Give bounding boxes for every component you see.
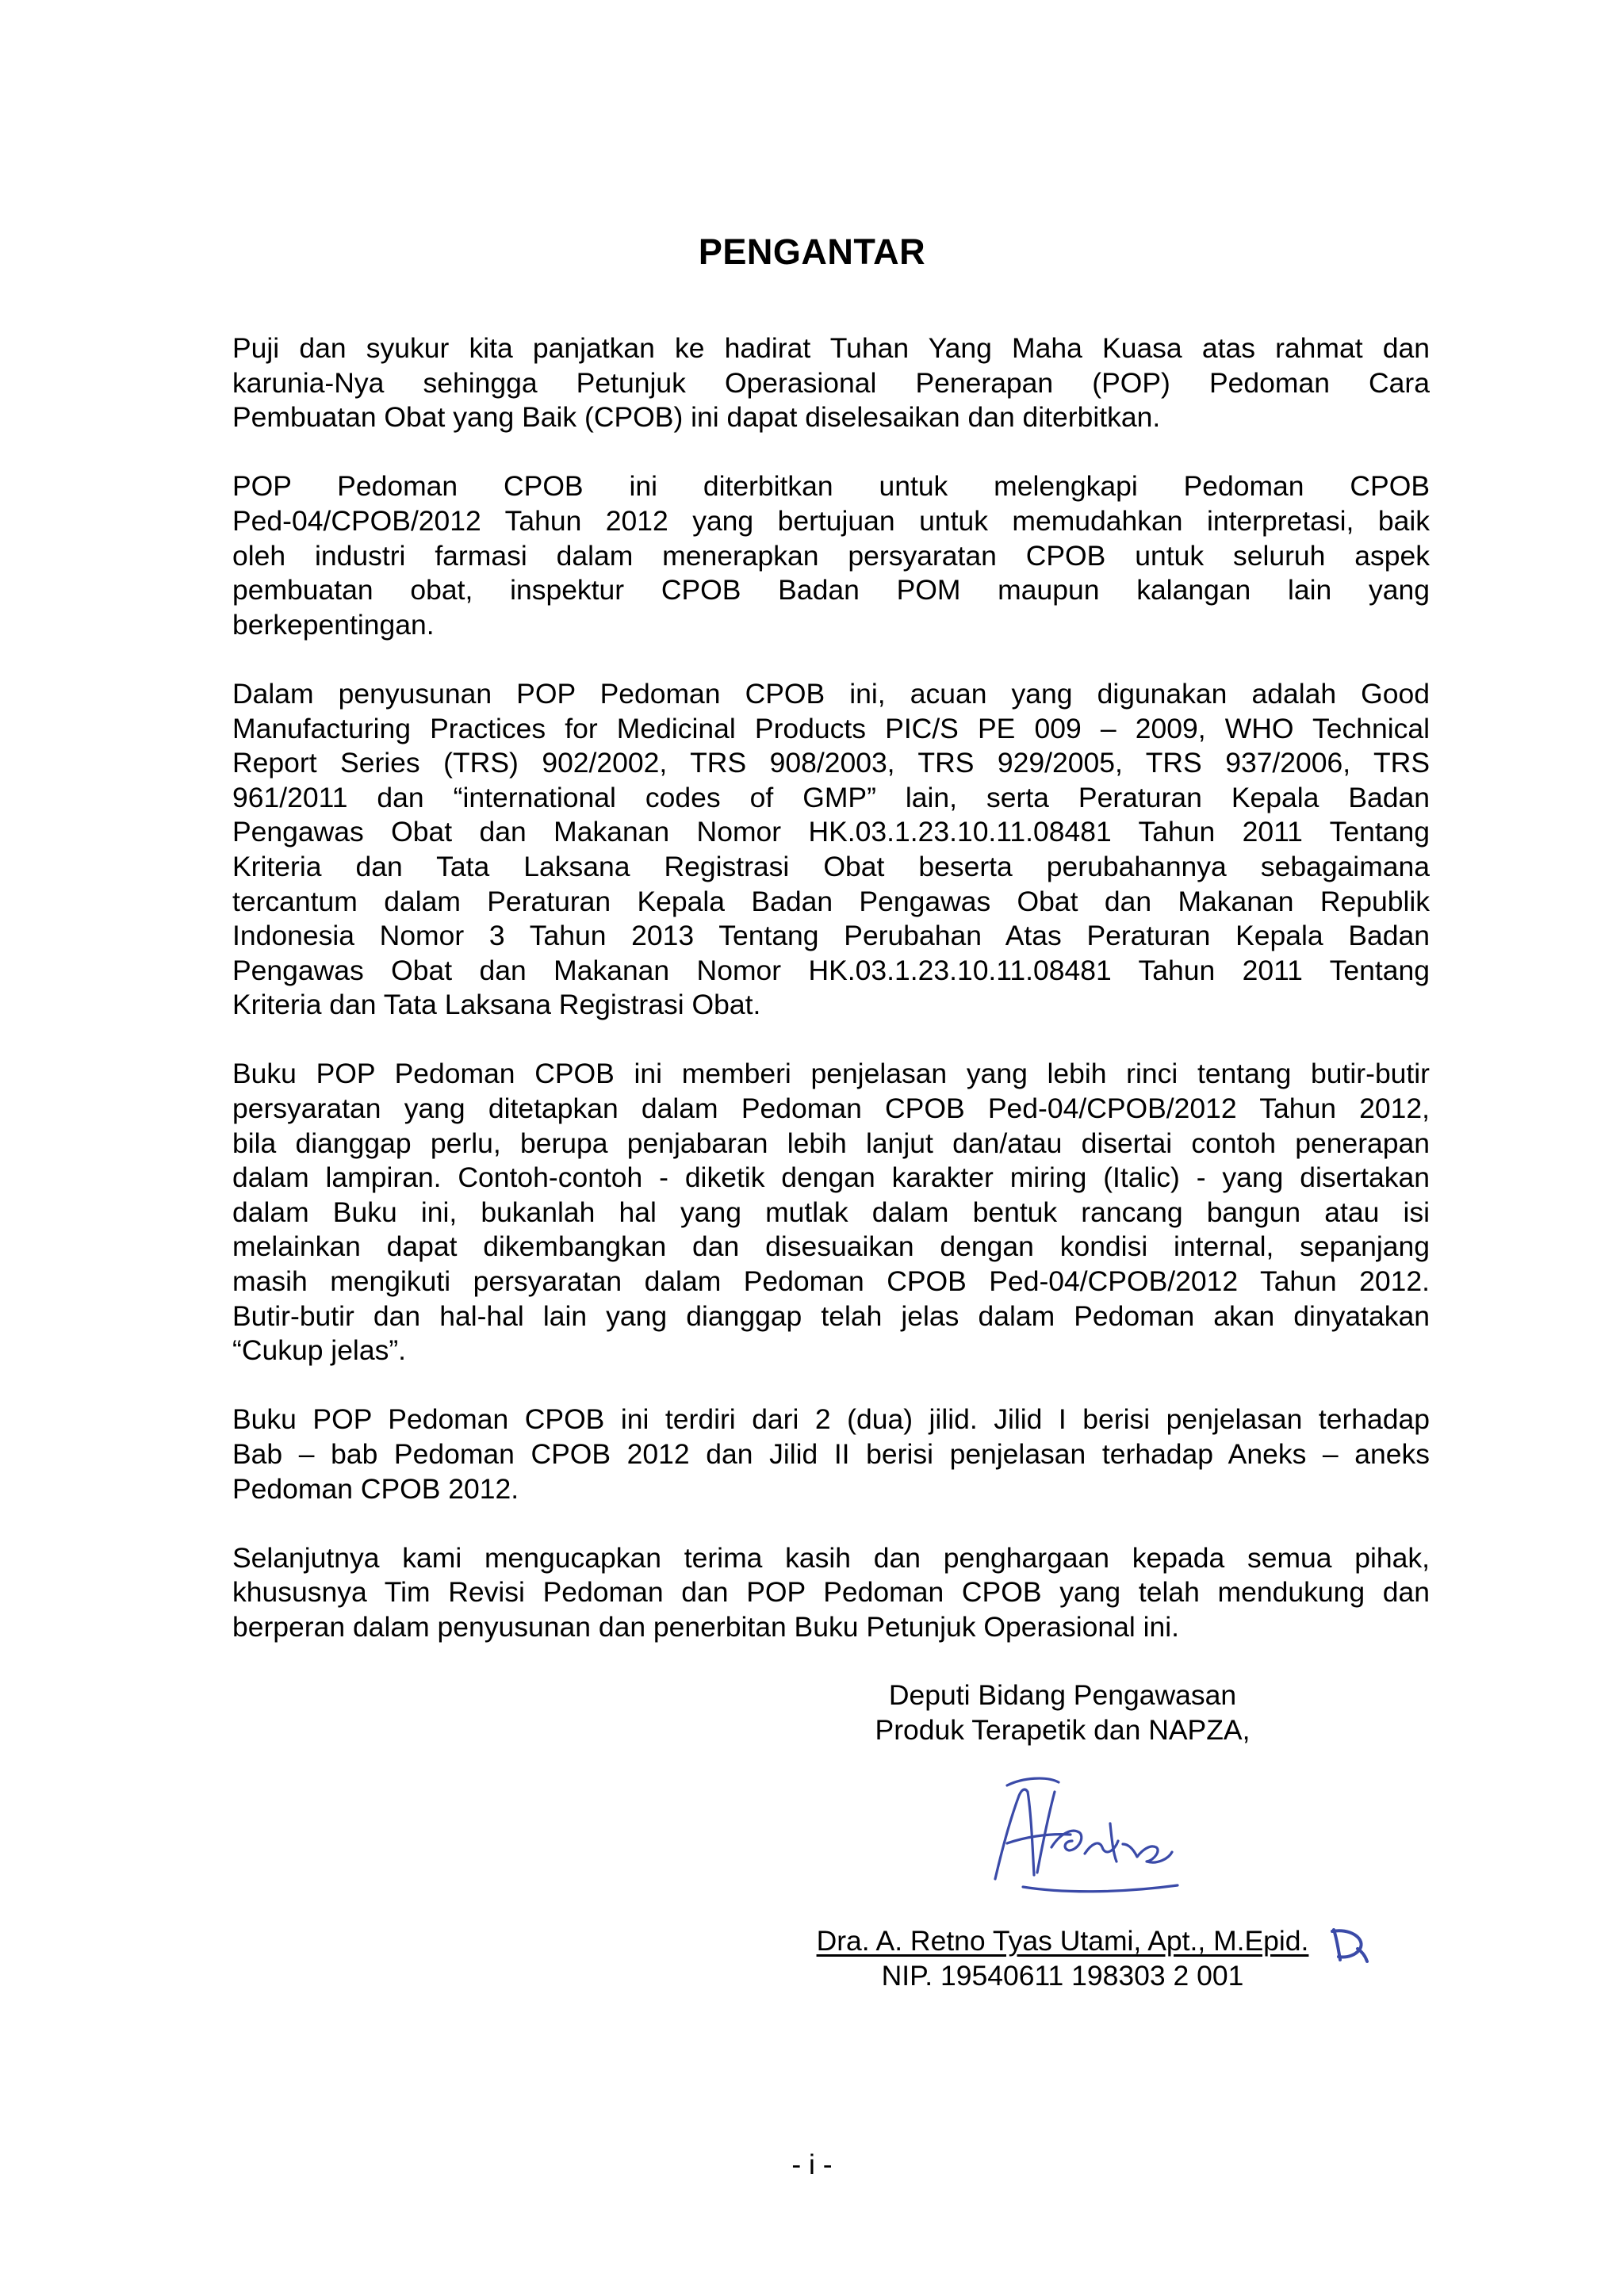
paragraph-1 — [232, 331, 1430, 435]
text-line: melainkan dapat dikembangkan dan disesuaikan dengan kondisi internal, sepanjang — [232, 1230, 1430, 1263]
paragraph-4 — [232, 1057, 1430, 1368]
text-line: 961/2011 dan “international codes of GMP” lain, serta Peraturan Kepala Badan — [232, 781, 1430, 813]
text-line: berkepentingan. — [232, 608, 435, 641]
initial-mark — [1326, 1925, 1370, 1965]
text-line: Indonesia Nomor 3 Tahun 2013 Tentang Perubahan Atas Peraturan Kepala Badan — [232, 920, 1430, 952]
text-line: Kriteria dan Tata Laksana Registrasi Obat. — [232, 989, 761, 1021]
text-line: tercantum dalam Peraturan Kepala Badan Pengawas Obat dan Makanan Republik — [232, 885, 1430, 917]
paragraph-6 — [232, 1541, 1430, 1645]
page-title: PENGANTAR — [698, 232, 926, 272]
signatory-name: Dra. A. Retno Tyas Utami, Apt., M.Epid. — [816, 1925, 1309, 1957]
text-line: Bab – bab Pedoman CPOB 2012 dan Jilid II berisi penjelasan terhadap Aneks – aneks — [232, 1438, 1430, 1470]
text-line: Report Series (TRS) 902/2002, TRS 908/2003, TRS 929/2005, TRS 937/2006, TRS — [232, 747, 1430, 779]
foreword-body — [232, 331, 1430, 1679]
text-line: Manufacturing Practices for Medicinal Products PIC/S PE 009 – 2009, WHO Technical — [232, 712, 1430, 744]
signatory-position — [761, 1678, 1364, 1747]
text-line: Buku POP Pedoman CPOB ini memberi penjelasan yang lebih rinci tentang butir-butir — [232, 1058, 1430, 1090]
text-line: berperan dalam penyusunan dan penerbitan Buku Petunjuk Operasional ini. — [232, 1610, 1180, 1643]
text-line: oleh industri farmasi dalam menerapkan persyaratan CPOB untuk seluruh aspek — [232, 539, 1430, 572]
text-line: khususnya Tim Revisi Pedoman dan POP Pedoman CPOB yang telah mendukung dan — [232, 1576, 1430, 1609]
text-line: Puji dan syukur kita panjatkan ke hadirat Tuhan Yang Maha Kuasa atas rahmat dan — [232, 332, 1430, 364]
text-line: dalam lampiran. Contoh-contoh - diketik dengan karakter miring (Italic) - yang disertakan — [232, 1161, 1430, 1194]
paragraph-3 — [232, 677, 1430, 1023]
signatory-nip: NIP. 19540611 198303 2 001 — [881, 1959, 1244, 1992]
position-line: Produk Terapetik dan NAPZA, — [875, 1713, 1251, 1746]
text-line: karunia-Nya sehingga Petunjuk Operasional Penerapan (POP) Pedoman Cara — [232, 366, 1430, 399]
text-line: “Cukup jelas”. — [232, 1334, 406, 1367]
text-line: Ped-04/CPOB/2012 Tahun 2012 yang bertujuan untuk memudahkan interpretasi, baik — [232, 504, 1430, 537]
text-line: pembuatan obat, inspektur CPOB Badan POM maupun kalangan lain yang — [232, 574, 1430, 607]
text-line: masih mengikuti persyaratan dalam Pedoman CPOB Ped-04/CPOB/2012 Tahun 2012. — [232, 1265, 1430, 1298]
handwritten-signature — [975, 1768, 1189, 1903]
text-line: dalam Buku ini, bukanlah hal yang mutlak dalam bentuk rancang bangun atau isi — [232, 1196, 1430, 1228]
text-line: bila dianggap perlu, berupa penjabaran lebih lanjut dan/atau disertai contoh penerapan — [232, 1127, 1430, 1159]
text-line: Buku POP Pedoman CPOB ini terdiri dari 2 (dua) jilid. Jilid I berisi penjelasan terhadap — [232, 1403, 1430, 1436]
text-line: POP Pedoman CPOB ini diterbitkan untuk melengkapi Pedoman CPOB — [232, 470, 1430, 503]
text-line: Pengawas Obat dan Makanan Nomor HK.03.1.23.10.11.08481 Tahun 2011 Tentang — [232, 954, 1430, 986]
signatory-details — [761, 1924, 1364, 1993]
text-line: Kriteria dan Tata Laksana Registrasi Obat beserta perubahannya sebagaimana — [232, 850, 1430, 882]
text-line: Selanjutnya kami mengucapkan terima kasih dan penghargaan kepada semua pihak, — [232, 1541, 1430, 1574]
text-line: Butir-butir dan hal-hal lain yang dianggap telah jelas dalam Pedoman akan dinyatakan — [232, 1299, 1430, 1332]
paragraph-2 — [232, 469, 1430, 642]
text-line: persyaratan yang ditetapkan dalam Pedoman CPOB Ped-04/CPOB/2012 Tahun 2012, — [232, 1093, 1430, 1125]
text-line: Dalam penyusunan POP Pedoman CPOB ini, acuan yang digunakan adalah Good — [232, 677, 1430, 710]
position-line: Deputi Bidang Pengawasan — [888, 1679, 1237, 1711]
paragraph-5 — [232, 1402, 1430, 1506]
text-line: Pedoman CPOB 2012. — [232, 1472, 519, 1505]
text-line: Pembuatan Obat yang Baik (CPOB) ini dapat diselesaikan dan diterbitkan. — [232, 401, 1161, 434]
page-number: - i - — [791, 2149, 833, 2180]
text-line: Pengawas Obat dan Makanan Nomor HK.03.1.23.10.11.08481 Tahun 2011 Tentang — [232, 816, 1430, 848]
